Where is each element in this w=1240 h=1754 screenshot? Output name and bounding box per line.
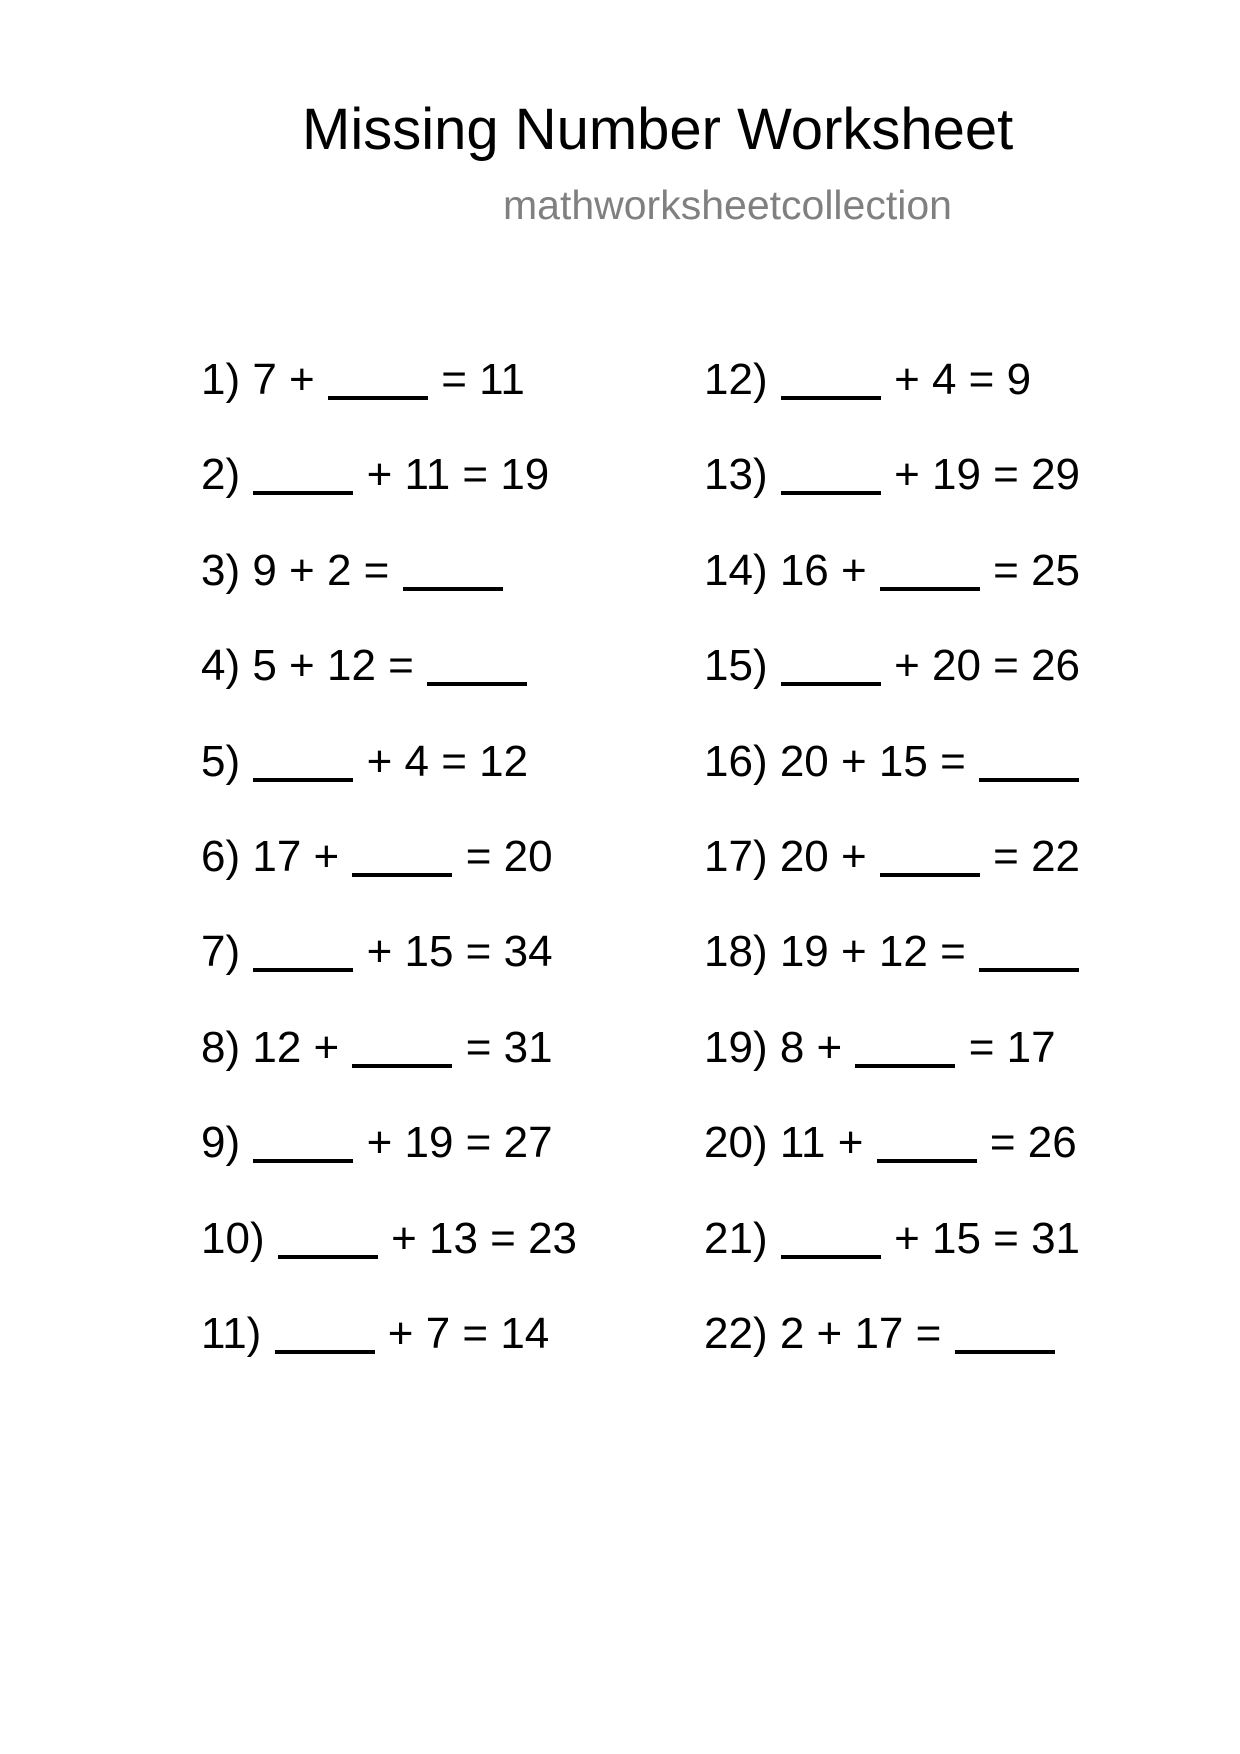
problem-expression: 20 + 15 = <box>779 736 978 786</box>
problem-9 <box>201 1113 577 1208</box>
problem-22 <box>704 1304 1080 1399</box>
problems-column-right <box>704 350 1080 1399</box>
problem-number: 5) <box>201 736 253 786</box>
problem-5 <box>201 732 577 827</box>
problem-number: 19) <box>704 1022 780 1072</box>
problem-expression: 2 + 17 = <box>779 1308 954 1358</box>
problem-number: 22) <box>704 1308 780 1358</box>
problem-20 <box>704 1113 1080 1208</box>
answer-blank[interactable] <box>855 1064 955 1068</box>
problem-expression: + 13 = 23 <box>391 1213 578 1263</box>
answer-blank[interactable] <box>275 1350 375 1354</box>
page-subtitle: mathworksheetcollection <box>503 182 952 228</box>
problem-1 <box>201 350 577 445</box>
problem-number: 11) <box>201 1308 274 1358</box>
problem-expression: + 4 = 12 <box>366 736 529 786</box>
problem-number: 3) <box>201 545 253 595</box>
problem-expression: 9 + 2 = <box>252 545 402 595</box>
problem-expression: + 11 = 19 <box>366 450 550 500</box>
problem-11 <box>201 1304 577 1399</box>
problem-number: 4) <box>201 641 253 691</box>
problem-number: 14) <box>704 545 780 595</box>
problem-expression: 17 + <box>252 831 352 881</box>
problem-expression: + 19 = 27 <box>366 1118 553 1168</box>
problem-expression: 5 + 12 = <box>252 641 427 691</box>
problem-expression: = 25 <box>993 545 1081 595</box>
problem-16 <box>704 732 1080 827</box>
problem-number: 9) <box>201 1118 253 1168</box>
answer-blank[interactable] <box>979 778 1079 782</box>
problem-number: 6) <box>201 831 253 881</box>
answer-blank[interactable] <box>955 1350 1055 1354</box>
answer-blank[interactable] <box>278 1255 378 1259</box>
answer-blank[interactable] <box>253 968 353 972</box>
problem-expression: + 19 = 29 <box>894 450 1081 500</box>
problem-15 <box>704 636 1080 731</box>
problem-number: 17) <box>704 831 780 881</box>
answer-blank[interactable] <box>880 873 980 877</box>
problem-number: 2) <box>201 450 253 500</box>
problem-number: 18) <box>704 927 780 977</box>
problem-number: 20) <box>704 1118 780 1168</box>
answer-blank[interactable] <box>880 587 980 591</box>
problems-column-left <box>201 350 577 1399</box>
answer-blank[interactable] <box>328 396 428 400</box>
problem-expression: = 17 <box>968 1022 1056 1072</box>
problem-13 <box>704 445 1080 540</box>
answer-blank[interactable] <box>253 778 353 782</box>
answer-blank[interactable] <box>979 968 1079 972</box>
problem-expression: 16 + <box>779 545 879 595</box>
problem-number: 1) <box>201 355 253 404</box>
problem-12 <box>704 350 1080 445</box>
answer-blank[interactable] <box>253 1159 353 1163</box>
problem-expression: + 15 = 34 <box>366 927 553 977</box>
problem-expression: = 20 <box>465 831 553 881</box>
problem-number: 8) <box>201 1022 253 1072</box>
problem-19 <box>704 1018 1080 1113</box>
problem-expression: 12 + <box>252 1022 352 1072</box>
answer-blank[interactable] <box>781 491 881 495</box>
problem-expression: + 20 = 26 <box>894 641 1081 691</box>
problem-number: 7) <box>201 927 253 977</box>
problem-18 <box>704 922 1080 1017</box>
problem-3 <box>201 541 577 636</box>
problem-21 <box>704 1209 1080 1304</box>
problem-expression: + 4 = 9 <box>894 355 1032 404</box>
problem-expression: = 31 <box>465 1022 553 1072</box>
problem-7 <box>201 922 577 1017</box>
problem-number: 16) <box>704 736 780 786</box>
answer-blank[interactable] <box>781 396 881 400</box>
problem-14 <box>704 541 1080 636</box>
answer-blank[interactable] <box>781 1255 881 1259</box>
problem-8 <box>201 1018 577 1113</box>
answer-blank[interactable] <box>352 1064 452 1068</box>
problem-6 <box>201 827 577 922</box>
answer-blank[interactable] <box>877 1159 977 1163</box>
page-title: Missing Number Worksheet <box>302 97 1014 162</box>
problem-expression: + 7 = 14 <box>387 1308 550 1358</box>
problem-number: 10) <box>201 1213 277 1263</box>
answer-blank[interactable] <box>253 491 353 495</box>
problem-number: 12) <box>704 355 780 404</box>
problem-17 <box>704 827 1080 922</box>
problem-expression: 11 + <box>779 1118 876 1168</box>
problem-4 <box>201 636 577 731</box>
problem-expression: 20 + <box>779 831 879 881</box>
answer-blank[interactable] <box>427 682 527 686</box>
problem-expression: + 15 = 31 <box>894 1213 1081 1263</box>
problem-expression: 7 + <box>252 355 327 404</box>
problem-number: 21) <box>704 1213 780 1263</box>
problem-expression: = 11 <box>441 355 525 404</box>
problem-expression: = 22 <box>993 831 1081 881</box>
problem-2 <box>201 445 577 540</box>
problem-number: 15) <box>704 641 780 691</box>
problem-10 <box>201 1209 577 1304</box>
problem-expression: 8 + <box>779 1022 855 1072</box>
problem-expression: 19 + 12 = <box>779 927 978 977</box>
answer-blank[interactable] <box>781 682 881 686</box>
problem-expression: = 26 <box>989 1118 1077 1168</box>
answer-blank[interactable] <box>403 587 503 591</box>
problem-number: 13) <box>704 450 780 500</box>
answer-blank[interactable] <box>352 873 452 877</box>
